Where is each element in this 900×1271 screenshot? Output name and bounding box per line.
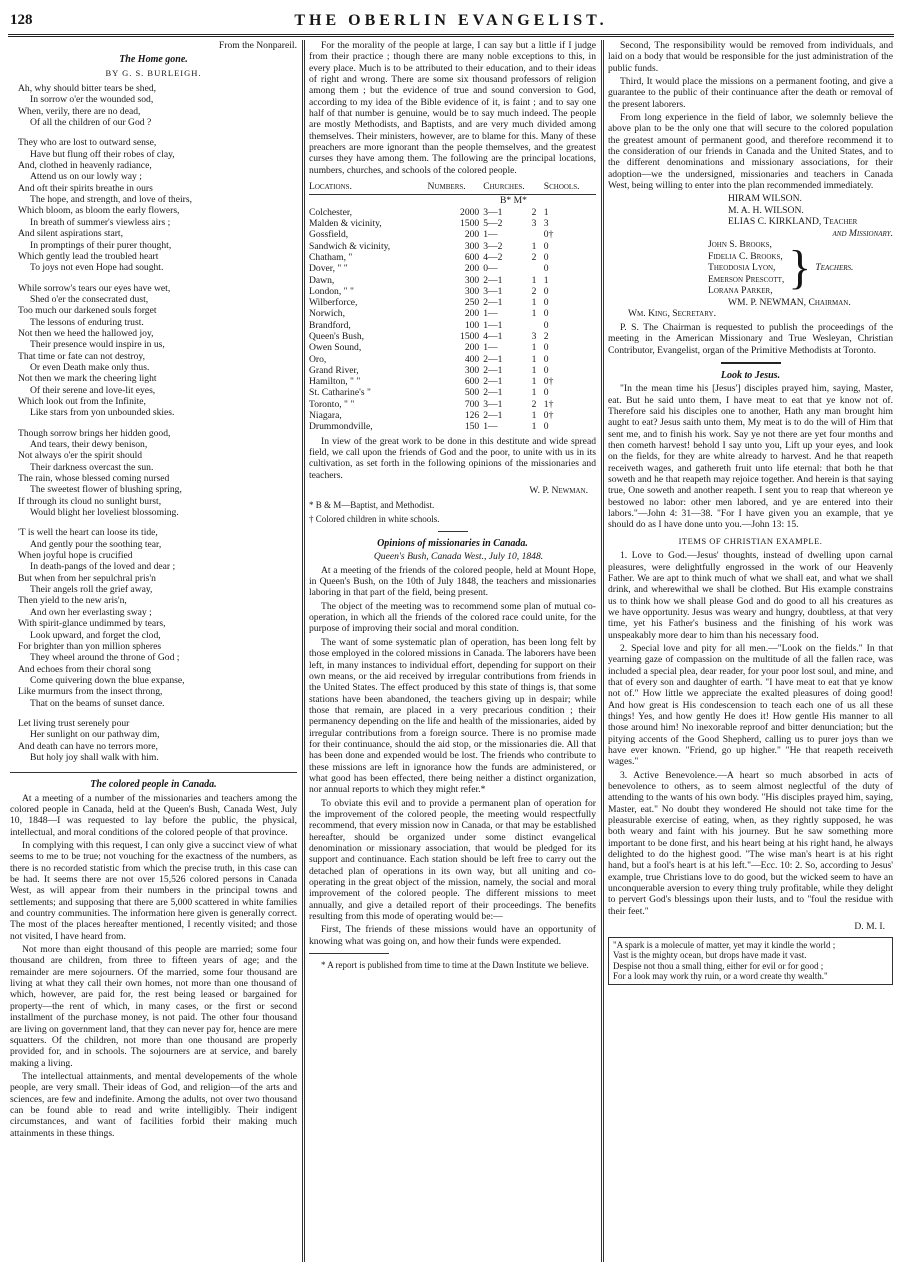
table-cell: Drummondville,	[309, 421, 373, 433]
table-row	[309, 342, 596, 353]
brace-icon: }	[788, 241, 812, 295]
items-heading: ITEMS OF CHRISTIAN EXAMPLE.	[678, 535, 823, 546]
table-cell: 0	[543, 308, 549, 320]
table-cell: 2	[531, 285, 537, 297]
table-cell: Dawn,	[309, 274, 335, 286]
header-rule	[8, 34, 894, 37]
poem-line: And own her everlasting sway ;	[30, 606, 152, 618]
table-cell: Queen's Bush,	[309, 330, 365, 342]
table-cell: 0†	[543, 229, 554, 241]
article-paragraph: The object of the meeting was to recommend some plan of mutual co-operation, in which all the friends of the colored race could unite, for the purpose of improving their social and moral condition.	[309, 600, 596, 635]
table-cell: 1	[531, 376, 537, 388]
table-cell: Brandford,	[309, 319, 351, 331]
table-cell: Owen Sound,	[309, 342, 362, 354]
poem-line: And death can have no terrors more,	[18, 740, 158, 752]
table-cell: 0	[543, 285, 549, 297]
poem-line: Which bloom, as bloom the early flowers,	[18, 205, 180, 217]
poem-line: And, clothed in heavenly radiance,	[18, 160, 152, 172]
table-cell: Sandwich & vicinity,	[309, 240, 391, 252]
article-paragraph: First, The friends of these missions would have an opportunity of knowing what was going on, and how their funds were expended.	[309, 924, 596, 947]
poem-line: Look upward, and forget the clod,	[30, 629, 161, 641]
table-cell: 1	[531, 353, 537, 365]
table-cell: 300	[464, 364, 480, 376]
table-cell: Grand River,	[309, 364, 359, 376]
poem-line: Or even Death make only thus.	[30, 361, 150, 373]
column-1	[10, 40, 297, 1268]
poem-line: The sweetest flower of blushing spring,	[30, 484, 182, 496]
poem-line: Let living trust serenely pour	[18, 717, 130, 729]
table-cell: 0†	[543, 410, 554, 422]
table-cell: 2—1	[483, 364, 503, 376]
table-row	[309, 399, 596, 410]
table-row	[309, 297, 596, 308]
table-cell: 3—1	[483, 398, 503, 410]
poem-stanza	[18, 137, 297, 273]
methodist-subheader: M*	[513, 195, 527, 207]
table-row	[309, 229, 596, 240]
table-cell: Chatham, "	[309, 251, 353, 263]
article-paragraph: "In the mean time his [Jesus'] disciples prayed him, saying, Master, eat. But he said unto them, I have meat to eat that ye know not of. Therefore said his disciples one to another, Hath any man brought him aught to eat? Jesus saith unto them, My meat is to do the will of Him that sent me, and to finish his work. Say ye not there are yet four months and then cometh harvest! behold I say unto you, Lift up your eyes, and look on the fields, for they are white already to harvest. And he that reapeth receiveth wages, and gathereth fruit unto life eternal: that both he that soweth and he that reapeth may rejoice together. And herein is that saying true, One soweth and another reapeth. I sent you to reap that whereon ye bestowed no labor: other men labored, and ye are entered into their labors."—John 4: 31—38. "For I have given you an example, that ye should do as I have done unto you.—John 13: 15.	[608, 383, 893, 531]
table-cell: 1	[531, 421, 537, 433]
table-cell: 3	[531, 218, 537, 230]
table-cell: 1—	[483, 421, 498, 433]
poem-line: Then yield to the new aris'n,	[18, 595, 127, 607]
quote-line: Vast is the mighty ocean, but drops have made it vast.	[613, 950, 807, 960]
table-cell: 1	[531, 274, 537, 286]
poem	[10, 83, 297, 763]
table-cell: St. Catharine's "	[309, 387, 371, 399]
article-paragraph: The intellectual attainments, and mental developements of the whole people, are very small. Their ideas of God, and religion—of the arts and sciences, are few and indefinite. Among the adults, not over two thousand can be found able to read and write intelligibly. Their indigent circumstances, and want of facilities forbid their making much attainments in these things.	[10, 1070, 297, 1139]
table-cell: 3	[543, 218, 549, 230]
table-cell: 1	[543, 206, 549, 218]
table-cell: 4—2	[483, 251, 503, 263]
poem-line: They who are lost to outward sense,	[18, 137, 157, 149]
poem-line: And silent aspirations start,	[18, 228, 123, 240]
table-row	[309, 207, 596, 218]
table-cell: Colchester,	[309, 206, 353, 218]
table-cell: 150	[464, 421, 480, 433]
poem-line: Their presence would inspire in us,	[30, 339, 165, 351]
poem-line: Which gently lead the troubled heart	[18, 250, 159, 262]
table-cell	[532, 229, 544, 240]
table-cell: 0	[543, 240, 549, 252]
table-cell: 200	[464, 263, 480, 275]
poem-stanza	[18, 283, 297, 419]
table-header: Churches.	[483, 178, 544, 195]
table-cell: 0†	[543, 376, 554, 388]
poem-stanza	[18, 527, 297, 709]
table-row	[309, 354, 596, 365]
table-cell: 1	[531, 308, 537, 320]
churches-subheader	[483, 195, 544, 207]
footnote: * B & M—Baptist, and Methodist.	[309, 500, 435, 511]
quote-line: "A spark is a molecule of matter, yet may it kindle the world ;	[613, 939, 836, 950]
teacher-name: Lorana Parker,	[708, 285, 773, 297]
article-paragraph: Not more than eight thousand of this people are married; some four thousand are children, from three to fifteen years of age; and the remainder are mere sojourners. Of the married, some four thousand are living at what they call their own homes, not more than one thousand of which, however, are paid for, the rest being leased or bargained for property—the rent of which, in many cases, or the first or second installment of the purchase money, is not paid. The other four thousand are living on government land, that they can never pay for, hence are mere squatters. Of the children, not more than one thousand are properly provided for, and in schools. The sojourners are at service, and barely making a living.	[10, 944, 297, 1069]
article-paragraph: Third, It would place the missions on a permanent footing, and give a guarantee to the public of their continuance after the death or removal of the present laborers.	[608, 76, 893, 110]
teachers-label: Teachers.	[815, 262, 854, 274]
article-paragraph: 1. Love to God.—Jesus' thoughts, instead of dwelling upon carnal pleasures, were delightfully engrossed in the work of our Heavenly Father. We are apt to think much of what we shall eat, and what we shall drink, and wherewithal we shall be clothed. But His example constrains us to think how we shall please God and do good to all his creatures as we have opportunity. Jesus was weary and hungry, doubtless, at that very time, yet his Father's business and the finishing of his work was unspeakably more dear to him than his necessary food.	[608, 550, 893, 641]
signer: ELIAS C. KIRKLAND, Teacher	[728, 216, 858, 228]
poem-line: Of all the children of our God ?	[30, 117, 152, 129]
table-cell: Norwich,	[309, 308, 345, 320]
table-cell: Oro,	[309, 353, 327, 365]
poem-line: For brighter than yon million spheres	[18, 640, 162, 652]
poem-line: If through its cloud no sunlight burst,	[18, 495, 162, 507]
column-divider	[302, 40, 305, 1262]
table-row	[309, 421, 596, 432]
table-row	[309, 252, 596, 263]
poem-line: Their angels roll the grief away,	[30, 584, 153, 596]
table-cell: 2—1	[483, 410, 503, 422]
table-cell: 600	[464, 376, 480, 388]
poem-line: Not always o'er the spirit should	[18, 450, 143, 462]
table-cell: 1—	[483, 229, 498, 241]
signature: D. M. I.	[854, 921, 885, 933]
table-cell: Dover, " "	[309, 263, 348, 275]
table-cell	[532, 320, 544, 331]
signatories	[628, 193, 893, 320]
table-cell: Malden & vicinity,	[309, 218, 382, 230]
poem-line: They wheel around the throne of God ;	[30, 652, 180, 664]
table-header: Numbers.	[428, 178, 484, 195]
table-row	[309, 275, 596, 286]
poem-line: Have but flung off their robes of clay,	[30, 148, 175, 160]
section-rule	[10, 772, 297, 773]
dateline: Queen's Bush, Canada West., July 10, 1848.	[373, 551, 544, 563]
article-paragraph: 2. Special love and pity for all men.—"Look on the fields." In that yearning gaze of compassion on the multitude of all the fallen race, was included a special plea, dear reader, for your poor lost soul, and mine, and that of every son and daughter of earth. "I have meat to eat that ye know not of." How little we appreciate the exalted pleasures of doing good! And how great is His condescension to teach each one of us all these things! Yes, and how gently He does it! How gentle His manner to all those around him! No inexorable reproof and bitter denunciation; but the pitying accents of the Good Shepherd, calling us to purer joys than we have ever known. "Friend, go up higher." "He that reapeth receiveth wages."	[608, 642, 893, 768]
poem-line: 'T is well the heart can loose its tide,	[18, 527, 158, 539]
table-cell: 0	[543, 353, 549, 365]
signer: M. A. H. WILSON.	[728, 204, 804, 216]
footnote: † Colored children in white schools.	[309, 513, 440, 524]
page-number: 128	[10, 12, 33, 28]
article-paragraph: In complying with this request, I can only give a succinct view of what seems to me to be true; not vouching for the exactness of the numbers, as there is no recorded statistic from which the precise truth, in this case can be had. It seems there are not over 15,526 colored persons in Canada West, as will appear from their numbers in the principal towns and settlements; and supposing that there are 5,000 scattered in white families and country communities. The information here given is generally correct. The most of the places hereafter mentioned, I recently visited; and those not visited, I have heard from.	[10, 840, 297, 942]
table-cell: 2—1	[483, 387, 503, 399]
table-cell: 2—1	[483, 297, 503, 309]
table-cell: 3—1	[483, 285, 503, 297]
table-row	[309, 218, 596, 229]
table-cell: 1500	[460, 218, 480, 230]
page-header	[8, 6, 894, 32]
table-cell: 0	[543, 387, 549, 399]
table-cell: 4—1	[483, 330, 503, 342]
article-paragraph: 3. Active Benevolence.—A heart so much absorbed in acts of benevolence to others, as to seem almost neglectful of the duty of attending to the wants of his own body. "His disciples prayed him, saying, Master, eat." No doubt they wondered He should not take time for the pleasurable exercise of eating, when, as they rightly supposed, he was both weary and faint with his journey. But he saw something more important to be done first, and his heart being at his right hand, he always delighted to do the highest good. "The wise man's heart is at his right hand, but a fool's heart is at his left."—Ecc. 10: 2. So, according to Jesus' example, true Christians love to do good, but the wicked seem to have an unconquerable aversion to every thing truly profitable, while they delight to pervert God's blessings upon their lusts, and to "foul the residue with their feet."	[608, 769, 893, 917]
poem-line: In death-pangs of the loved and dear ;	[30, 561, 176, 573]
jesus-title: Look to Jesus.	[720, 370, 781, 381]
table-cell: 5—2	[483, 218, 503, 230]
poem-stanza	[18, 718, 297, 763]
poem-line: In breath of summer's viewless airs ;	[30, 216, 171, 228]
table-cell: 3	[531, 330, 537, 342]
section-rule	[721, 362, 781, 364]
table-cell: 300	[464, 285, 480, 297]
table-row	[309, 320, 596, 331]
table-cell: 200	[464, 308, 480, 320]
table-row	[309, 331, 596, 342]
table-header: Locations.	[309, 178, 428, 195]
postscript: P. S. The Chairman is requested to publish the proceedings of the meeting in the American Missionary and True Wesleyan, Christian Contributor, Evangelist, organ of the Primitive Methodists at Toronto.	[608, 321, 893, 356]
column-2	[309, 40, 596, 1268]
table-cell: 3—2	[483, 240, 503, 252]
footnote: * A report is published from time to time at the Dawn Institute we believe.	[321, 960, 589, 971]
poem-line: The lessons of enduring trust.	[30, 316, 144, 328]
table-cell: 300	[464, 274, 480, 286]
poem-stanza	[18, 428, 297, 519]
table-row	[309, 387, 596, 398]
table-cell: 2	[531, 206, 537, 218]
locations-table	[309, 178, 596, 433]
table-cell: Hamilton, " "	[309, 376, 361, 388]
teacher-name: Theodosia Lyon,	[708, 262, 776, 274]
table-cell: 2—1	[483, 353, 503, 365]
table-cell: 1†	[543, 398, 554, 410]
chairman: WM. P. NEWMAN, Chairman.	[728, 296, 851, 308]
poem-line: Like stars from yon unbounded skies.	[30, 407, 175, 419]
table-cell: 300	[464, 240, 480, 252]
table-cell: 1	[543, 274, 549, 286]
table-cell: 400	[464, 353, 480, 365]
table-cell: 0	[543, 364, 549, 376]
table-cell: 1—1	[483, 319, 503, 331]
table-cell: 200	[464, 229, 480, 241]
poem-title: The Home gone.	[119, 54, 188, 66]
poem-line: That time or fate can not destroy,	[18, 350, 145, 362]
article-paragraph: At a meeting of a number of the missionaries and teachers among the colored people in Canada, held at the Queen's Bush, Canada West, July 10, 1848—I was requested to lay before the public, the physical, intellectual, and moral conditions of the colored people of that province.	[10, 792, 297, 838]
table-cell: 0	[543, 251, 549, 263]
article-paragraph: From long experience in the field of labor, we solemnly believe the above plan to be the only one that will secure to the colored population the greatest amount of permanent good, and therefore recommend it to the consideration of our friends in Canada and the United States, and to the different denominations and missionary associations, for their adoption—we the undersigned, missionaries and teachers in Canada West, being willing to enter into the plan recommended immediately.	[608, 112, 893, 192]
table-cell: 2—1	[483, 376, 503, 388]
article-title: The colored people in Canada.	[90, 779, 217, 791]
table-header: Schools.	[544, 178, 596, 195]
article-paragraph: In view of the great work to be done in this destitute and wide spread field, we call upon the friends of God and the poor, to unite with us in its cultivation, as set forth in the following opinions of the missionaries and teachers.	[309, 435, 596, 481]
table-cell: 0	[543, 319, 549, 331]
poem-line: The rain, whose blessed coming nursed	[18, 473, 170, 485]
teacher-name: Emerson Prescott,	[708, 273, 785, 285]
article-paragraph: Second, The responsibility would be removed from individuals, and laid on a body that would be responsible for the just administration of the public funds.	[608, 40, 893, 74]
table-row	[309, 410, 596, 421]
poem-line: To joys not even Hope had sought.	[30, 262, 164, 274]
table-row	[309, 365, 596, 376]
table-cell: 2	[531, 251, 537, 263]
poem-source: From the Nonpareil.	[218, 40, 297, 51]
table-cell: 1	[531, 342, 537, 354]
table-cell: 1	[531, 297, 537, 309]
table-body	[309, 207, 596, 433]
poem-line: When joyful hope is crucified	[18, 550, 133, 562]
table-cell: 126	[464, 410, 480, 422]
poem-line: Not then we mark the cheering light	[18, 373, 157, 385]
masthead: THE OBERLIN EVANGELIST.	[294, 12, 608, 29]
poem-line: But when from her sepulchral pris'n	[18, 572, 156, 584]
table-cell: 2	[531, 398, 537, 410]
poem-line: With spirit-glance undimmed by tears,	[18, 618, 166, 630]
table-cell: 1	[531, 410, 537, 422]
poem-line: Though sorrow brings her hidden good,	[18, 427, 171, 439]
table-cell: Niagara,	[309, 410, 342, 422]
table-row	[309, 308, 596, 319]
poem-stanza	[18, 83, 297, 128]
secretary: Wm. King, Secretary.	[628, 308, 716, 320]
poem-line: Shed o'er the consecrated dust,	[30, 293, 149, 305]
poem-line: While sorrow's tears our eyes have wet,	[18, 282, 171, 294]
column-3	[608, 40, 893, 1268]
footnote-rule	[309, 953, 389, 954]
article-paragraph: The want of some systematic plan of operation, has been long felt by those employed in the colored missions in Canada. The laborers have been left, in many instances to individual effort, depending for support on their own means, or the aid received by irregular contributions from friends in the United States. The effect produced by this state of things is, that some stations have been abandoned, the teachers giving up in despair; while those that remain, are placed in a very precarious condition ; their permanency depending on the life and health of the missionaries, aided by irregular contributions from a foreign source. There is no promise made for their continuance, should the aid stop, or the missionaries die. All that has been done and expended would be lost. The friends who contribute to these missions are left in ignorance how the funds are administered, or what good has been effected, there being neither a distinct organization, nor annual reports to which they might refer.*	[309, 636, 596, 796]
table-cell: Gossfield,	[309, 229, 349, 241]
table-row	[309, 286, 596, 297]
poem-line: Not then we heed the hallowed joy,	[18, 327, 154, 339]
poem-line: Too much our darkened souls forget	[18, 305, 157, 317]
table-cell: 2—1	[483, 274, 503, 286]
poem-line: And oft their spirits breathe in ours	[18, 182, 153, 194]
opinions-title: Opinions of missionaries in Canada.	[377, 538, 528, 550]
article-paragraph: To obviate this evil and to provide a permanent plan of operation for the improvement of the colored people, the meeting would respectfully recommend, that every mission now in Canada, or that may be established hereafter, should be organized under some distinct evangelical denomination or missionary association, that would be pledged for its support and continuance. Each station should be left free to carry out the detached plan of operations in its own way, but all uniting and co-operating in the great object of the mission, namely, the social and moral improvement of the colored people. The different missions to meet annually, and give a detailed report of their proceedings. The benefits resulting from this mode of operating would be:—	[309, 797, 596, 923]
quote-line: For a look may work thy ruin, or a word create thy wealth."	[613, 971, 828, 981]
table-cell: 1	[531, 364, 537, 376]
table-row	[309, 263, 596, 274]
poem-line: That on the beams of sunset dance.	[30, 697, 165, 709]
table-cell	[532, 263, 544, 274]
table-cell: 0	[543, 421, 549, 433]
table-cell: 1500	[460, 330, 480, 342]
table-cell: 3—1	[483, 206, 503, 218]
table-cell: 1—	[483, 308, 498, 320]
poem-line: When, verily, there are no dead,	[18, 105, 141, 117]
poem-line: Ah, why should bitter tears be shed,	[18, 83, 157, 95]
poem-line: Which look out from the Infinite,	[18, 395, 146, 407]
table-cell: 1	[531, 240, 537, 252]
poem-line: Their darkness overcast the sun.	[30, 461, 154, 473]
poem-line: Come quivering down the blue expanse,	[30, 674, 185, 686]
column-divider	[601, 40, 604, 1262]
section-rule	[438, 531, 468, 532]
table-cell: 700	[464, 398, 480, 410]
poem-line: And gently pour the soothing tear,	[30, 538, 162, 550]
poem-line: And tears, their dewy benison,	[30, 439, 148, 450]
poem-line: Would blight her loveliest blossoming.	[30, 507, 179, 519]
quote-line: Despise not thou a small thing, either for evil or for good ;	[613, 960, 824, 971]
table-cell: 2000	[460, 206, 480, 218]
teachers-group	[628, 239, 893, 297]
table-cell: 0—	[483, 263, 498, 275]
signer-role: and Missionary.	[832, 227, 893, 239]
article-paragraph: At a meeting of the friends of the colored people, held at Mount Hope, in Queen's Bush, on the 10th of July 1848, the teachers and missionaries laboring in that part of the field, being present.	[309, 564, 596, 599]
table-cell: 250	[464, 297, 480, 309]
poem-line: Of their serene and love-lit eyes,	[30, 384, 156, 396]
table-cell: 0	[543, 342, 549, 354]
signature: W. P. Newman.	[529, 485, 588, 497]
table-cell: 200	[464, 342, 480, 354]
table-cell: 2	[543, 330, 549, 342]
table-cell: 1—	[483, 342, 498, 354]
table-row	[309, 241, 596, 252]
table-cell: 0	[543, 263, 549, 275]
poem-line: Like murmurs from the insect throng,	[18, 686, 163, 698]
table-cell: 500	[464, 387, 480, 399]
closing-quote	[608, 937, 893, 985]
poem-line: The hope, and strength, and love of theirs,	[30, 194, 192, 206]
teacher-name: John S. Brooks,	[708, 239, 772, 251]
poem-line: In promptings of their purer thought,	[30, 239, 172, 251]
table-cell: 100	[464, 319, 480, 331]
poem-line: And echoes from their choral song	[18, 663, 151, 675]
poem-byline: BY G. S. BURLEIGH.	[105, 67, 202, 78]
teacher-name: Fidelia C. Brooks,	[708, 250, 783, 262]
poem-line: In sorrow o'er the wounded sod,	[30, 94, 154, 106]
table-cell: Wilberforce,	[309, 297, 358, 309]
poem-line: But holy joy shall walk with him.	[30, 751, 159, 763]
article-paragraph: For the morality of the people at large, I can say but a little if I judge from their practice ; though there are many noble exceptions to this, in every place. Much is to be attributed to their education, and to their ideas of right and wrong. There are some six thousand professors of religion among them ; but the evidence of true and sound conversion to God, according to my idea of the Bible evidence of it, is faint ; and to say one half of that number is genuine, would be to say much indeed. The people are mostly Methodists, and Baptists, and are very much divided among themselves. Their ministers, however, are to blame for this. Many of these preachers are more ignorant than the people themselves, and the greatest curses they have among them. The following are the principal locations, numbers, churches, and schools of the colored people.	[309, 40, 596, 176]
table-row	[309, 376, 596, 387]
poem-line: Attend us on our lowly way ;	[30, 171, 142, 183]
poem-line: Her sunlight on our pathway dim,	[30, 729, 160, 741]
table-cell: 600	[464, 251, 480, 263]
baptist-subheader: B*	[500, 195, 512, 207]
table-cell: Toronto, " "	[309, 398, 355, 410]
table-cell: 1	[531, 387, 537, 399]
signer: HIRAM WILSON.	[728, 193, 802, 205]
table-cell: London, " "	[309, 285, 354, 297]
table-cell: 0	[543, 297, 549, 309]
